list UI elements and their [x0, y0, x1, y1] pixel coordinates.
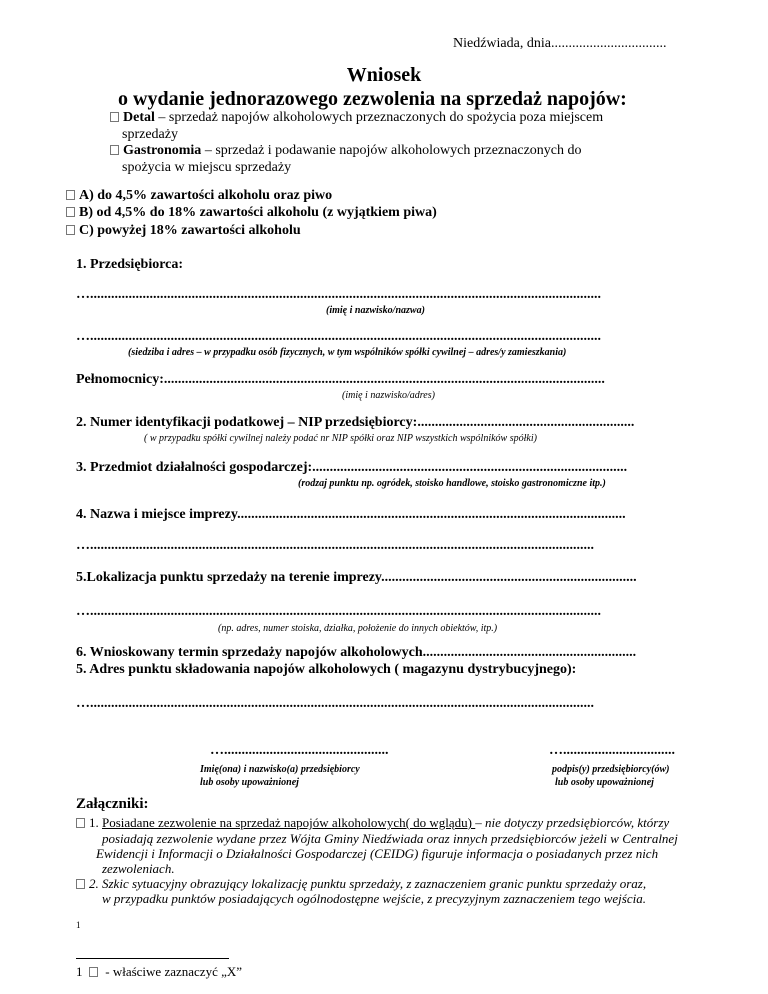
- title-line2: o wydanie jednorazowego zezwolenia na sprzedaż napojów:: [118, 88, 627, 110]
- checkbox-category-b[interactable]: [66, 207, 75, 217]
- location-dots: .........................................................................: [381, 570, 637, 585]
- section-1-label: 1. Przedsiębiorca:: [76, 257, 184, 272]
- event-line[interactable]: …................................................................................................................................................: [76, 538, 594, 553]
- proxy-dots: ..............................................................................................................................: [163, 372, 605, 387]
- category-c: [66, 223, 301, 239]
- event-label: 4. Nazwa i miejsce imprezy: [76, 507, 238, 522]
- attachments-title: Załączniki:: [76, 796, 149, 812]
- signature-left-cap1: Imię(ona) i nazwisko(a) przedsiębiorcy: [200, 764, 360, 775]
- sale-type-name: Detal: [123, 110, 155, 125]
- location-line[interactable]: …..................................................................................................................................................: [76, 604, 601, 619]
- footnote-number: 1: [76, 964, 83, 979]
- checkbox-gastronomia[interactable]: [110, 145, 119, 155]
- attachment-2-l1: 2. Szkic sytuacyjny obrazujący lokalizację punktu sprzedaży, z zaznaczeniem granic punktu sprzedaży oraz,: [89, 876, 647, 891]
- footnote-text: [76, 964, 242, 980]
- signature-left-cap2: lub osoby upoważnionej: [200, 777, 299, 788]
- attachment-1-l4: zezwoleniach.: [102, 861, 175, 876]
- sale-type-name: Gastronomia: [123, 143, 202, 158]
- attachment-1-l3: Ewidencji i Informacji o Działalności Gospodarczej (CEIDG) figuruje informacja o posiadanych przez nich: [96, 846, 659, 861]
- attachment-2: [76, 876, 646, 892]
- proxy-field[interactable]: [76, 372, 698, 388]
- storage-label: 5. Adres punktu składowania napojów alkoholowych ( magazynu dystrybucyjnego):: [76, 662, 577, 677]
- category-label: C) powyżej 18% zawartości alkoholu: [79, 223, 301, 238]
- attachment-1: [76, 815, 669, 831]
- term-dots: .............................................................: [422, 645, 637, 660]
- location-field[interactable]: [76, 570, 698, 586]
- checkbox-attachment-1[interactable]: [76, 818, 85, 828]
- proxy-label: Pełnomocnicy:: [76, 372, 164, 387]
- attachment-1-rest: – nie dotyczy przedsiębiorców, którzy: [475, 815, 670, 830]
- entrepreneur-address-line[interactable]: …..................................................................................................................................................: [76, 329, 601, 344]
- category-label: A) do 4,5% zawartości alkoholu oraz piwo: [79, 188, 333, 203]
- sale-type-gastronomia: [110, 143, 582, 159]
- checkbox-icon: [89, 967, 98, 977]
- category-a: [66, 188, 332, 204]
- caption-name: (imię i nazwisko/nazwa): [326, 305, 425, 316]
- caption-location: (np. adres, numer stoiska, działka, położenie do innych obiektów, itp.): [218, 623, 498, 634]
- caption-nip: ( w przypadku spółki cywilnej należy podać nr NIP spółki oraz NIP wszystkich wspólników spółki): [144, 433, 537, 444]
- signature-right-cap2: lub osoby upoważnionej: [555, 777, 654, 788]
- title-line1: Wniosek: [346, 64, 422, 86]
- storage-line[interactable]: …................................................................................................................................................: [76, 696, 594, 711]
- footnote-label: - właściwe zaznaczyć „X”: [102, 964, 243, 979]
- entrepreneur-name-line[interactable]: …..................................................................................................................................................: [76, 287, 601, 302]
- nip-label: 2. Numer identyfikacji podatkowej – NIP przedsiębiorcy:: [76, 415, 418, 430]
- checkbox-detal[interactable]: [110, 112, 119, 122]
- nip-dots: ..............................................................: [417, 415, 635, 430]
- activity-field[interactable]: [76, 460, 698, 476]
- category-label: B) od 4,5% do 18% zawartości alkoholu (z wyjątkiem piwa): [79, 205, 437, 220]
- signature-left-dots[interactable]: …...............................................: [210, 743, 389, 758]
- checkbox-category-a[interactable]: [66, 190, 75, 200]
- caption-activity: (rodzaj punktu np. ogródek, stoisko handlowe, stoisko gastronomiczne itp.): [298, 478, 606, 489]
- attachment-number: 1.: [89, 815, 102, 830]
- term-label: 6. Wnioskowany termin sprzedaży napojów alkoholowych: [76, 645, 423, 660]
- signature-right-dots[interactable]: …................................: [549, 743, 675, 758]
- caption-address: (siedziba i adres – w przypadku osób fizycznych, w tym wspólników spółki cywilnej – adres/y zamieszkania): [128, 347, 567, 358]
- sale-type-detal: [110, 110, 603, 126]
- event-dots: ...............................................................................................................: [237, 507, 626, 522]
- nip-field[interactable]: [76, 415, 698, 431]
- caption-proxy: (imię i nazwisko/adres): [342, 390, 435, 401]
- location-label: 5.Lokalizacja punktu sprzedaży na terenie imprezy: [76, 570, 382, 585]
- sale-type-desc: – sprzedaż napojów alkoholowych przeznaczonych do spożycia poza miejscem: [154, 110, 604, 125]
- footnote-divider: [76, 958, 229, 959]
- sale-type-cont: spożycia w miejscu sprzedaży: [122, 160, 292, 175]
- sale-type-desc: – sprzedaż i podawanie napojów alkoholowych przeznaczonych do: [201, 143, 582, 158]
- term-field[interactable]: [76, 645, 698, 661]
- attachment-1-l2: posiadają zezwolenie wydane przez Wójta Gminy Niedźwiada oraz innych przedsiębiorców jeżeli w Centralnej: [102, 831, 678, 846]
- checkbox-category-c[interactable]: [66, 225, 75, 235]
- sale-type-cont: sprzedaży: [122, 127, 178, 142]
- attachment-1-title: Posiadane zezwolenie na sprzedaż napojów alkoholowych( do wglądu): [102, 815, 476, 830]
- footnote-marker: 1: [76, 920, 81, 930]
- category-b: [66, 205, 437, 221]
- activity-label: 3. Przedmiot działalności gospodarczej:: [76, 460, 313, 475]
- checkbox-attachment-2[interactable]: [76, 879, 85, 889]
- event-field[interactable]: [76, 507, 688, 523]
- place-date: Niedźwiada, dnia.................................: [453, 36, 667, 51]
- activity-dots: ..........................................................................................: [312, 460, 628, 475]
- signature-right-cap1: podpis(y) przedsiębiorcy(ów): [552, 764, 670, 775]
- attachment-2-l2: w przypadku punktów posiadających ogólnodostępne wejście, z precyzyjnym zaznaczeniem tego wejścia.: [102, 891, 646, 906]
